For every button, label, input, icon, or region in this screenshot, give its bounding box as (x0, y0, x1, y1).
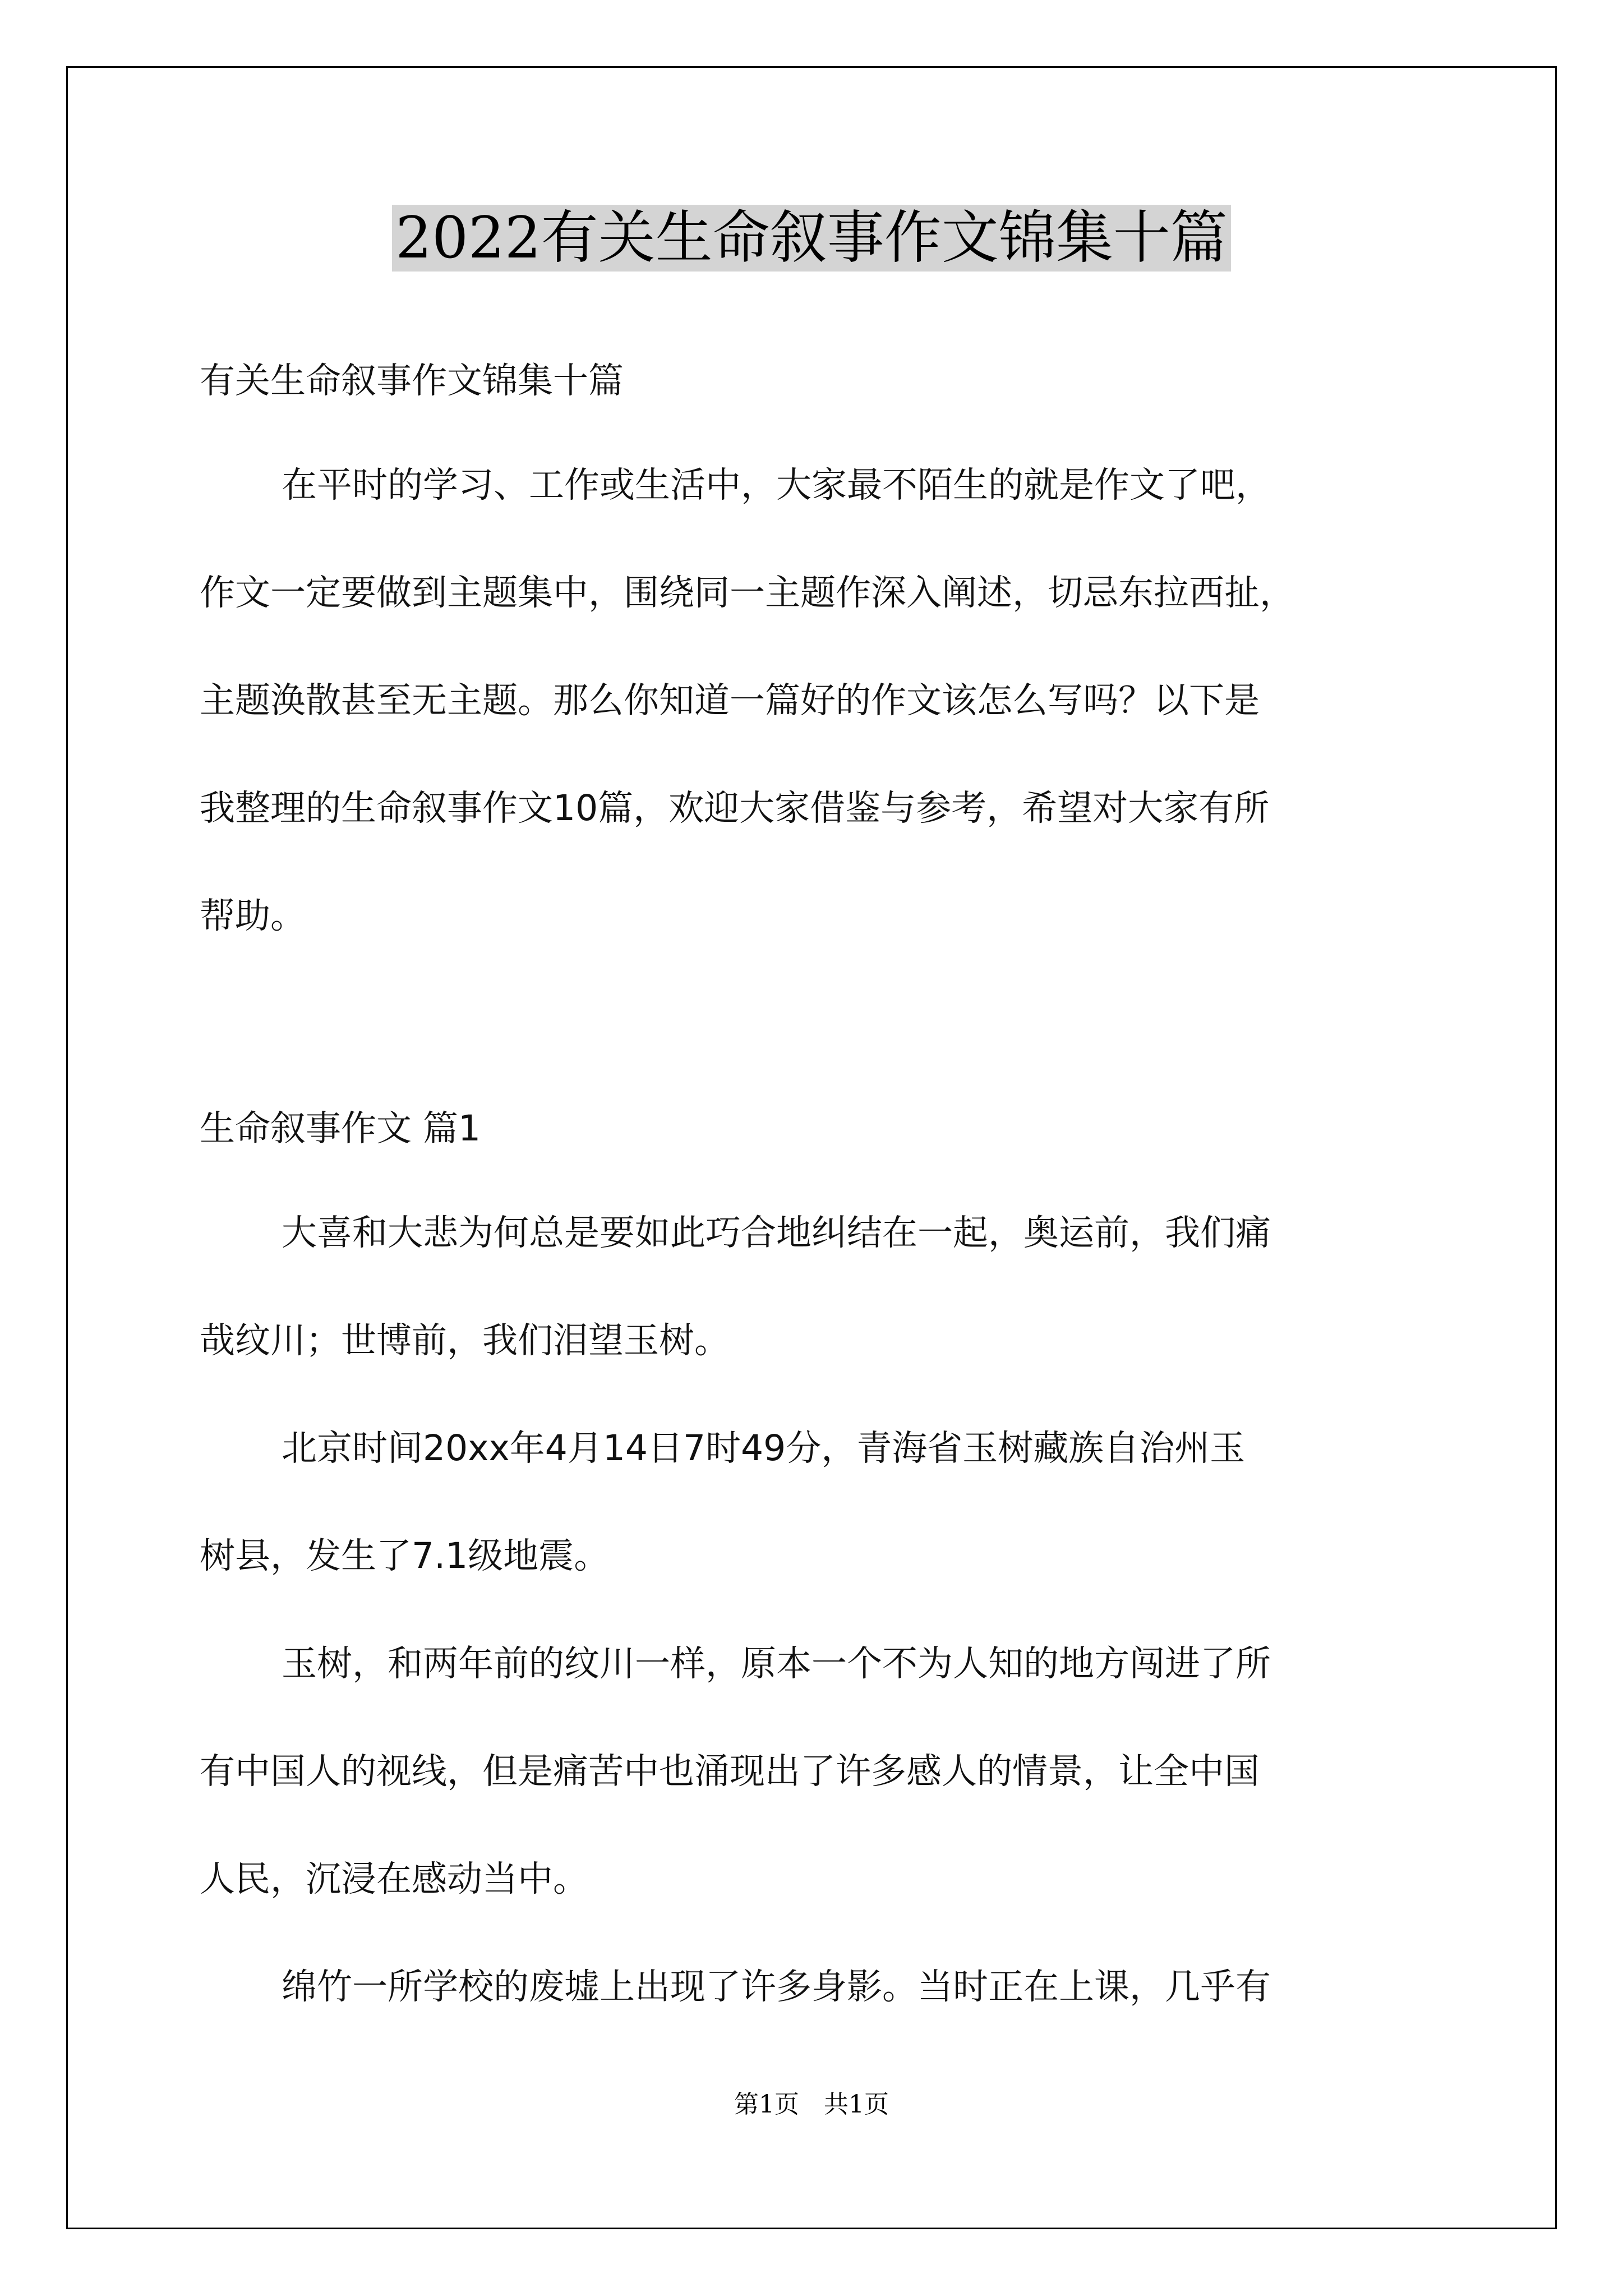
subtitle: 有关生命叙事作文锦集十篇 (200, 360, 624, 401)
page-footer: 第1页 共1页 (734, 2090, 889, 2119)
body-line-5: 玉树，和两年前的纹川一样，原本一个不为人知的地方闯进了所 (282, 1643, 1271, 1684)
intro-line-1: 在平时的学习、工作或生活中，大家最不陌生的就是作文了吧， (282, 464, 1271, 505)
body-line-3: 北京时间20xx年4月14日7时49分，青海省玉树藏族自治州玉 (282, 1428, 1246, 1469)
body-line-8: 绵竹一所学校的废墟上出现了许多身影。当时正在上课，几乎有 (282, 1966, 1271, 2007)
intro-line-4: 我整理的生命叙事作文10篇，欢迎大家借鉴与参考，希望对大家有所 (200, 788, 1270, 829)
intro-line-3: 主题涣散甚至无主题。那么你知道一篇好的作文该怎么写吗？以下是 (200, 680, 1260, 721)
body-line-4: 树县，发生了7.1级地震。 (200, 1535, 610, 1576)
body-line-7: 人民，沉浸在感动当中。 (200, 1858, 588, 1899)
intro-line-2: 作文一定要做到主题集中，围绕同一主题作深入阐述，切忌东拉西扯， (200, 572, 1295, 613)
intro-line-5: 帮助。 (200, 895, 306, 936)
section-heading: 生命叙事作文 篇1 (200, 1108, 481, 1149)
body-line-6: 有中国人的视线，但是痛苦中也涌现出了许多感人的情景，让全中国 (200, 1751, 1260, 1792)
document-title (0, 199, 1623, 278)
title-text: 2022有关生命叙事作文锦集十篇 (392, 205, 1231, 272)
body-line-1: 大喜和大悲为何总是要如此巧合地纠结在一起，奥运前，我们痛 (282, 1212, 1271, 1253)
body-line-2: 哉纹川；世博前，我们泪望玉树。 (200, 1320, 730, 1361)
